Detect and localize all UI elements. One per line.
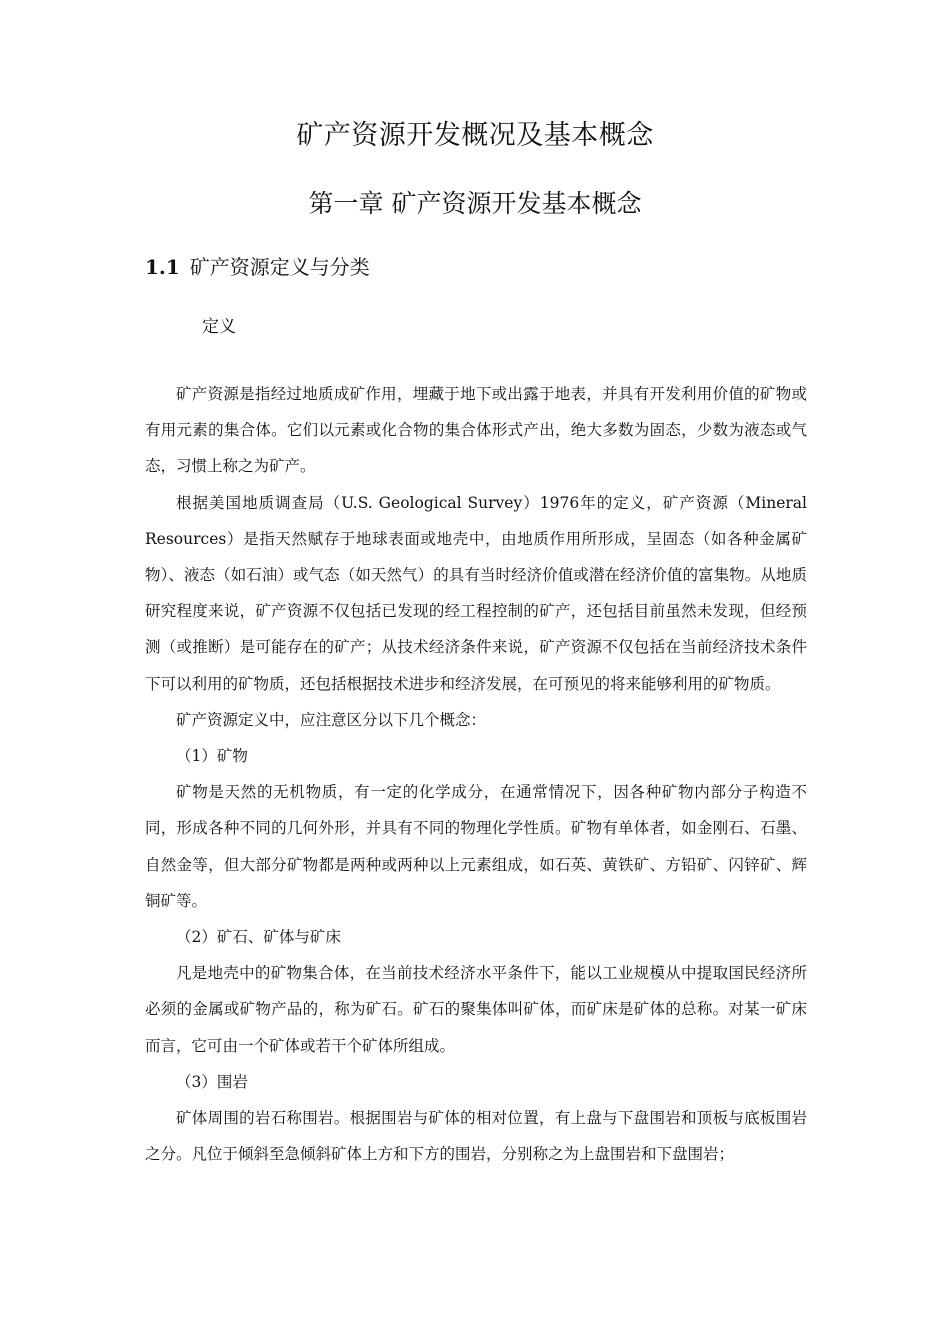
paragraph-usgs-definition: 根据美国地质调查局（U.S. Geological Survey）1976年的定义，矿产资源（Mineral Resources）是指天然赋存于地球表面或地壳中，由地质作用所形成，呈固态（如各种金属矿物）、液态（如石油）或气态（如天然气）的具有当时经济价值或潜在经济价值的富集物。从地质研究程度来说，矿产资源不仅包括已发现的经工程控制的矿产，还包括目前虽然未发现，但经预测（或推断）是可能存在的矿产；从技术经济条件来说，矿产资源不仅包括在当前经济技术条件下可以利用的矿物质，还包括根据技术进步和经济发展，在可预见的将来能够利用的矿物质。	[145, 493, 807, 693]
document-title: 矿产资源开发概况及基本概念	[296, 120, 654, 151]
paragraph-concepts-intro: 矿产资源定义中，应注意区分以下几个概念：	[176, 710, 487, 729]
body-text	[145, 376, 807, 1172]
item-heading-mineral: （1）矿物	[176, 747, 248, 766]
paragraph-mineral: 矿物是天然的无机物质，有一定的化学成分，在通常情况下，因各种矿物内部分子构造不同，形成各种不同的几何外形，并具有不同的物理化学性质。矿物有单体者，如金刚石、石墨、自然金等，但大部分矿物都是两种或两种以上元素组成，如石英、黄铁矿、方铅矿、闪锌矿、辉铜矿等。	[145, 783, 807, 910]
chapter-title: 第一章 矿产资源开发基本概念	[308, 189, 642, 218]
paragraph-definition: 矿产资源是指经过地质成矿作用，埋藏于地下或出露于地表，并具有开发利用价值的矿物或有用元素的集合体。它们以元素或化合物的集合体形式产出，绝大多数为固态，少数为液态或气态，习惯上称之为矿产。	[145, 385, 807, 476]
item-heading-wall-rock: （3）围岩	[176, 1072, 248, 1091]
paragraph-ore: 凡是地壳中的矿物集合体，在当前技术经济水平条件下，能以工业规模从中提取国民经济所必须的金属或矿物产品的，称为矿石。矿石的聚集体叫矿体，而矿床是矿体的总称。对某一矿床而言，它可由一个矿体或若干个矿体所组成。	[145, 964, 807, 1055]
subheading-definition: 定义	[202, 317, 236, 337]
paragraph-wall-rock: 矿体周围的岩石称围岩。根据围岩与矿体的相对位置，有上盘与下盘围岩和顶板与底板围岩之分。凡位于倾斜至急倾斜矿体上方和下方的围岩，分别称之为上盘围岩和下盘围岩；	[145, 1109, 807, 1164]
section-heading	[145, 251, 370, 283]
section-title: 矿产资源定义与分类	[189, 255, 370, 279]
section-number: 1.1	[145, 255, 180, 279]
item-heading-ore: （2）矿石、矿体与矿床	[176, 928, 341, 947]
